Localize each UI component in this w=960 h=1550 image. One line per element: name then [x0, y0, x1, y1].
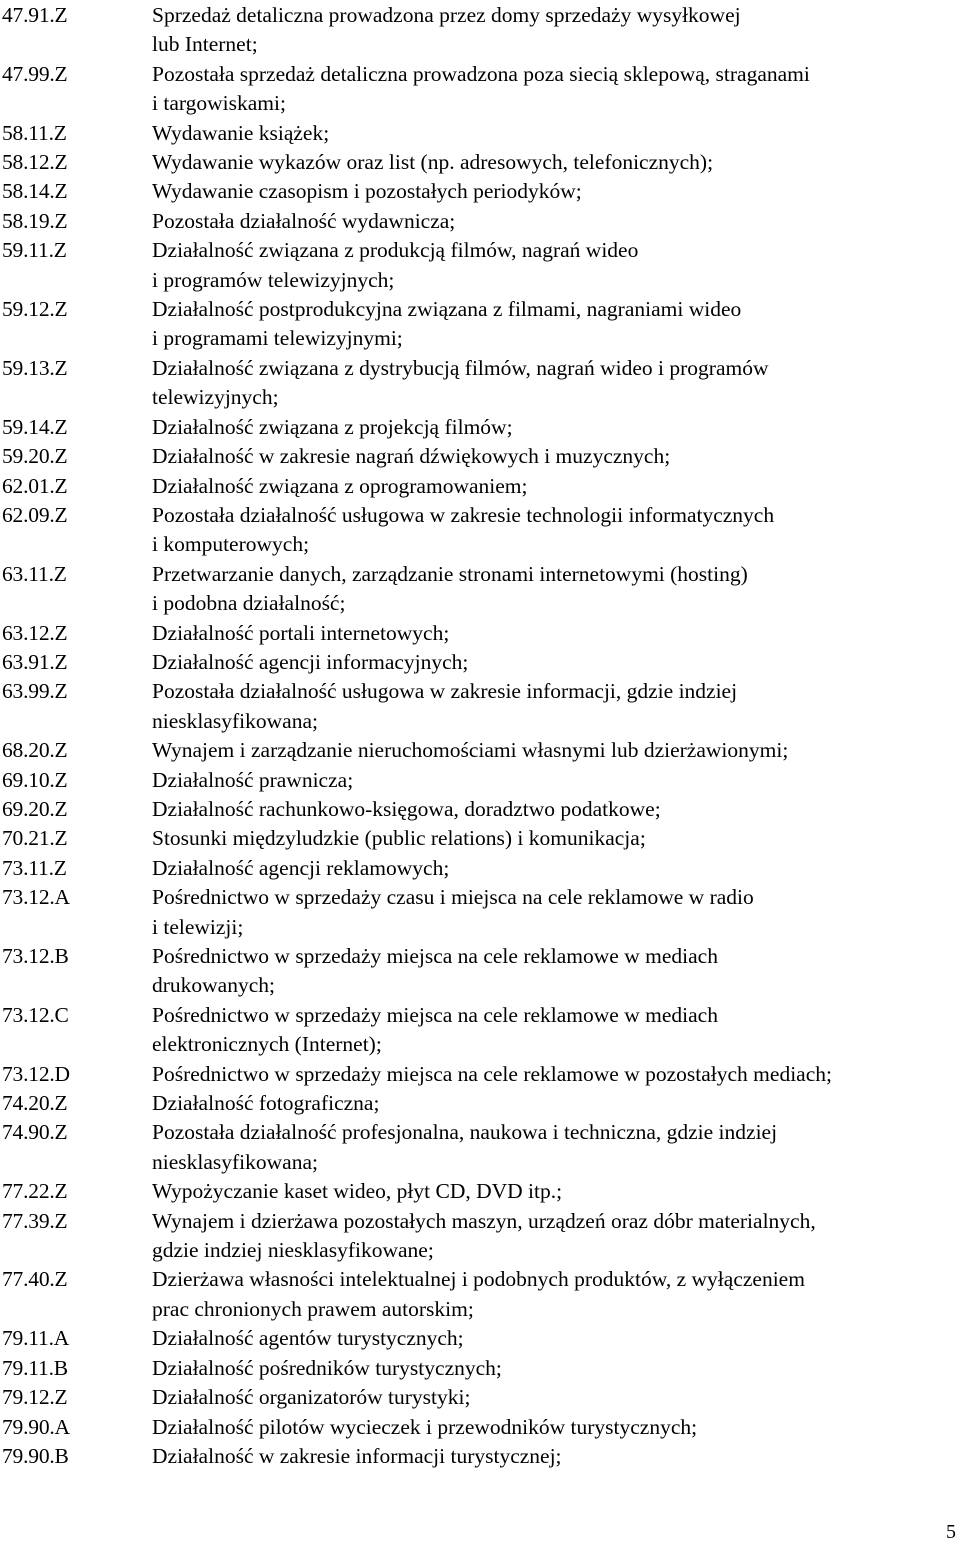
- list-item: [2, 1060, 957, 1089]
- activity-code: 70.21.Z: [2, 826, 68, 851]
- list-item: [2, 1413, 957, 1442]
- description-line: Działalność agentów turystycznych;: [152, 1326, 464, 1351]
- activity-code: 59.12.Z: [2, 297, 68, 322]
- activity-description: [152, 1413, 957, 1442]
- activity-code: 79.90.A: [2, 1414, 70, 1439]
- activity-description: [152, 1089, 957, 1118]
- description-line: Działalność pośredników turystycznych;: [152, 1355, 502, 1380]
- activity-code: 47.99.Z: [2, 61, 68, 86]
- activity-description: [152, 766, 957, 795]
- activity-code: 59.14.Z: [2, 414, 68, 439]
- description-line: gdzie indziej niesklasyfikowane;: [152, 1238, 434, 1263]
- description-line: lub Internet;: [152, 32, 258, 57]
- activity-description: [152, 442, 957, 471]
- description-line: Wydawanie książek;: [152, 120, 330, 145]
- description-line: Działalność związana z dystrybucją filmów, nagrań wideo i programów: [152, 355, 769, 380]
- activity-code: 47.91.Z: [2, 3, 68, 27]
- activity-code: 77.39.Z: [2, 1208, 68, 1233]
- activity-code: 63.11.Z: [2, 561, 67, 586]
- activity-code: 77.40.Z: [2, 1267, 68, 1292]
- list-item: [2, 795, 957, 824]
- page-number: 5: [946, 1521, 956, 1543]
- activity-description: [152, 295, 957, 354]
- description-line: i targowiskami;: [152, 91, 286, 116]
- description-line: Działalność prawnicza;: [152, 767, 354, 792]
- description-line: Działalność agencji reklamowych;: [152, 855, 450, 880]
- description-line: i programów telewizyjnych;: [152, 267, 395, 292]
- description-line: Sprzedaż detaliczna prowadzona przez domy sprzedaży wysyłkowej: [152, 3, 741, 27]
- description-line: elektronicznych (Internet);: [152, 1032, 382, 1057]
- description-line: telewizyjnych;: [152, 385, 279, 410]
- activity-code: 58.12.Z: [2, 150, 68, 175]
- description-line: Pozostała działalność wydawnicza;: [152, 208, 456, 233]
- activity-description: [152, 824, 957, 853]
- list-item: [2, 854, 957, 883]
- activity-description: [152, 883, 957, 942]
- list-item: [2, 942, 957, 1001]
- description-line: Działalność związana z projekcją filmów;: [152, 414, 513, 439]
- list-item: [2, 1383, 957, 1412]
- activity-description: [152, 60, 957, 119]
- description-line: Działalność w zakresie nagrań dźwiękowych i muzycznych;: [152, 444, 671, 469]
- activity-code: 77.22.Z: [2, 1179, 68, 1204]
- list-item: [2, 1324, 957, 1353]
- description-line: Wypożyczanie kaset wideo, płyt CD, DVD itp.;: [152, 1179, 563, 1204]
- list-item: [2, 148, 957, 177]
- activity-description: [152, 854, 957, 883]
- list-item: [2, 501, 957, 560]
- description-line: Przetwarzanie danych, zarządzanie stronami internetowymi (hosting): [152, 561, 748, 586]
- list-item: [2, 413, 957, 442]
- description-line: Działalność pilotów wycieczek i przewodników turystycznych;: [152, 1414, 698, 1439]
- list-item: [2, 1, 957, 60]
- activity-description: [152, 795, 957, 824]
- description-line: Działalność postprodukcyjna związana z filmami, nagraniami wideo: [152, 297, 742, 322]
- description-line: Pozostała działalność profesjonalna, naukowa i techniczna, gdzie indziej: [152, 1120, 778, 1145]
- activity-code: 79.11.A: [2, 1326, 70, 1351]
- activity-code: 73.12.D: [2, 1061, 70, 1086]
- activity-code: 73.11.Z: [2, 855, 67, 880]
- activity-description: [152, 942, 957, 1001]
- list-item: [2, 677, 957, 736]
- activity-description: [152, 619, 957, 648]
- activity-code: 58.14.Z: [2, 179, 68, 204]
- activity-description: [152, 1354, 957, 1383]
- list-item: [2, 1354, 957, 1383]
- description-line: prac chronionych prawem autorskim;: [152, 1296, 474, 1321]
- list-item: [2, 619, 957, 648]
- activity-code: 63.99.Z: [2, 679, 68, 704]
- list-item: [2, 1207, 957, 1266]
- activity-description: [152, 1207, 957, 1266]
- activity-code: 59.20.Z: [2, 444, 68, 469]
- list-item: [2, 766, 957, 795]
- activity-description: [152, 1118, 957, 1177]
- activity-code: 79.12.Z: [2, 1385, 68, 1410]
- activity-description: [152, 354, 957, 413]
- description-line: i programami telewizyjnymi;: [152, 326, 403, 351]
- activity-description: [152, 560, 957, 619]
- list-item: [2, 177, 957, 206]
- list-item: [2, 119, 957, 148]
- activity-description: [152, 1001, 957, 1060]
- activity-description: [152, 1324, 957, 1353]
- activity-code: 79.11.B: [2, 1355, 68, 1380]
- description-line: Pozostała działalność usługowa w zakresie informacji, gdzie indziej: [152, 679, 738, 704]
- activity-code: 73.12.B: [2, 944, 69, 968]
- activity-code: 74.20.Z: [2, 1091, 68, 1116]
- activity-code: 63.91.Z: [2, 649, 68, 674]
- description-line: Pośrednictwo w sprzedaży miejsca na cele reklamowe w mediach: [152, 944, 718, 968]
- description-line: Działalność agencji informacyjnych;: [152, 649, 469, 674]
- activity-code: 68.20.Z: [2, 738, 68, 763]
- description-line: Działalność związana z oprogramowaniem;: [152, 473, 528, 498]
- description-line: Działalność portali internetowych;: [152, 620, 450, 645]
- classification-list: [2, 1, 957, 1471]
- description-line: Wydawanie wykazów oraz list (np. adresowych, telefonicznych);: [152, 150, 714, 175]
- list-item: [2, 883, 957, 942]
- list-item: [2, 648, 957, 677]
- description-line: Pośrednictwo w sprzedaży miejsca na cele reklamowe w pozostałych mediach;: [152, 1061, 832, 1086]
- description-line: Wynajem i zarządzanie nieruchomościami własnymi lub dzierżawionymi;: [152, 738, 789, 763]
- description-line: Dzierżawa własności intelektualnej i podobnych produktów, z wyłączeniem: [152, 1267, 805, 1292]
- list-item: [2, 207, 957, 236]
- list-item: [2, 295, 957, 354]
- activity-description: [152, 1, 957, 60]
- description-line: drukowanych;: [152, 973, 275, 998]
- activity-code: 59.11.Z: [2, 238, 67, 263]
- description-line: i podobna działalność;: [152, 591, 346, 616]
- activity-description: [152, 119, 957, 148]
- activity-description: [152, 677, 957, 736]
- activity-description: [152, 1442, 957, 1471]
- activity-code: 58.11.Z: [2, 120, 67, 145]
- description-line: Wynajem i dzierżawa pozostałych maszyn, urządzeń oraz dóbr materialnych,: [152, 1208, 816, 1233]
- description-line: Pośrednictwo w sprzedaży czasu i miejsca na cele reklamowe w radio: [152, 885, 754, 910]
- activity-code: 74.90.Z: [2, 1120, 68, 1145]
- activity-code: 58.19.Z: [2, 208, 68, 233]
- list-item: [2, 60, 957, 119]
- list-item: [2, 824, 957, 853]
- activity-description: [152, 648, 957, 677]
- activity-description: [152, 177, 957, 206]
- list-item: [2, 236, 957, 295]
- description-line: Działalność fotograficzna;: [152, 1091, 380, 1116]
- description-line: Działalność w zakresie informacji turystycznej;: [152, 1443, 562, 1468]
- list-item: [2, 1265, 957, 1324]
- description-line: Wydawanie czasopism i pozostałych periodyków;: [152, 179, 582, 204]
- activity-code: 63.12.Z: [2, 620, 68, 645]
- list-item: [2, 354, 957, 413]
- list-item: [2, 442, 957, 471]
- list-item: [2, 1089, 957, 1118]
- activity-code: 73.12.C: [2, 1002, 69, 1027]
- list-item: [2, 1118, 957, 1177]
- activity-code: 62.01.Z: [2, 473, 68, 498]
- activity-description: [152, 236, 957, 295]
- description-line: Działalność związana z produkcją filmów, nagrań wideo: [152, 238, 639, 263]
- activity-description: [152, 207, 957, 236]
- description-line: Pozostała działalność usługowa w zakresie technologii informatycznych: [152, 502, 775, 527]
- activity-description: [152, 148, 957, 177]
- activity-description: [152, 413, 957, 442]
- list-item: [2, 472, 957, 501]
- description-line: niesklasyfikowana;: [152, 708, 318, 733]
- description-line: Działalność rachunkowo-księgowa, doradztwo podatkowe;: [152, 796, 661, 821]
- activity-description: [152, 1060, 957, 1089]
- list-item: [2, 1442, 957, 1471]
- list-item: [2, 1177, 957, 1206]
- activity-description: [152, 1383, 957, 1412]
- activity-description: [152, 1177, 957, 1206]
- activity-code: 62.09.Z: [2, 502, 68, 527]
- list-item: [2, 1001, 957, 1060]
- activity-code: 79.90.B: [2, 1443, 69, 1468]
- description-line: Pośrednictwo w sprzedaży miejsca na cele reklamowe w mediach: [152, 1002, 718, 1027]
- activity-code: 69.10.Z: [2, 767, 68, 792]
- activity-description: [152, 1265, 957, 1324]
- description-line: Stosunki międzyludzkie (public relations) i komunikacja;: [152, 826, 646, 851]
- activity-description: [152, 736, 957, 765]
- description-line: Pozostała sprzedaż detaliczna prowadzona poza siecią sklepową, straganami: [152, 61, 810, 86]
- list-item: [2, 560, 957, 619]
- activity-code: 73.12.A: [2, 885, 70, 910]
- list-item: [2, 736, 957, 765]
- activity-code: 69.20.Z: [2, 796, 68, 821]
- activity-description: [152, 501, 957, 560]
- description-line: Działalność organizatorów turystyki;: [152, 1385, 471, 1410]
- activity-description: [152, 472, 957, 501]
- description-line: niesklasyfikowana;: [152, 1149, 318, 1174]
- description-line: i komputerowych;: [152, 532, 310, 557]
- description-line: i telewizji;: [152, 914, 244, 939]
- activity-code: 59.13.Z: [2, 355, 68, 380]
